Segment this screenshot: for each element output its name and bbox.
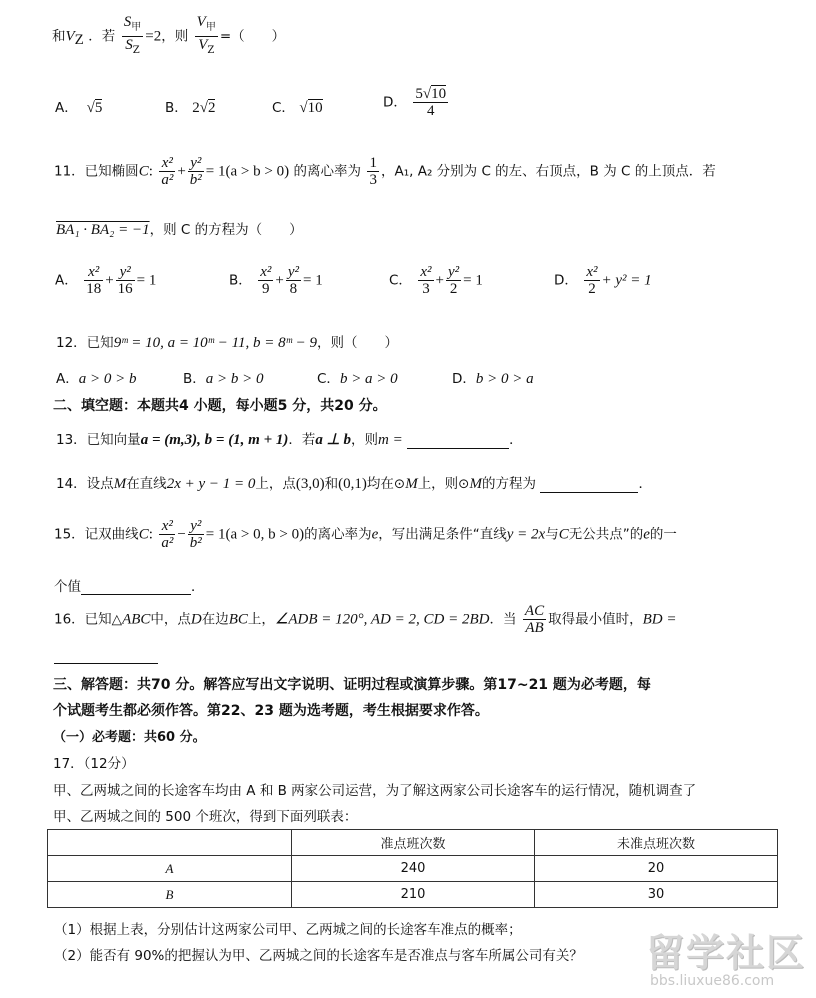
q17-head: 17．（12分） (53, 756, 135, 772)
q10-tail-line (52, 14, 285, 59)
table-header-cell (48, 830, 292, 856)
q11-option-d: D． $\frac{\text{x²}}{2}$ + y² = 1 (554, 264, 652, 297)
q10-v: V (65, 28, 75, 45)
q10-option-a: A． √5 (55, 100, 103, 116)
table-cell: A (48, 856, 292, 882)
q10-s-ratio: $\frac{S_甲}{S_Z}$ (123, 14, 142, 56)
q10-prefix: 和 (52, 28, 66, 45)
table-header-cell: 准点班次数 (292, 830, 535, 856)
table-cell: 30 (535, 882, 778, 908)
q12-option-b: B．a > b > 0 (183, 371, 264, 387)
q12-option-a: A．a > 0 > b (56, 371, 137, 387)
table-row (48, 882, 778, 908)
q13: 13．已知向量a = (m,3), b = (1, m + 1)．若a ⊥ b，则m = ． (56, 432, 523, 448)
q10-ze: ，则 (161, 28, 189, 45)
q10-option-d: D． $\frac{5√10}{4}$ (383, 86, 447, 119)
q15-line1: 15．记双曲线C: $\frac{\text{x²}}{\text{a²}}$ − $\frac{\text{y²}}{\text{b²}}$ = 1(a > 0, b > 0)的离心率为e，写出满足条件“直线y = 2x与C无公共点”的e的一 (54, 518, 677, 551)
section3-sub: （一）必考题：共60 分。 (53, 730, 206, 745)
site-watermark (646, 922, 806, 989)
q15-answer-blank[interactable] (81, 580, 191, 595)
q16-line1: 16．已知△ABC中，点D在边BC上，∠ADB = 120°, AD = 2, CD = 2BD．当 $\frac{AC}{AB}$ 取得最小值时，BD = (54, 603, 677, 636)
q17-part1: （1）根据上表，分别估计这两家公司甲、乙两城之间的长途客车准点的概率； (54, 922, 522, 938)
q11-option-c: C． $\frac{\text{x²}}{3}$ + $\frac{\text{y²}}{2}$ = 1 (389, 264, 483, 297)
section3-line1: 三、解答题：共70 分。解答应写出文字说明、证明过程或演算步骤。第17~21 题为必考题，每 (53, 677, 651, 693)
q13-answer-blank[interactable] (407, 434, 509, 449)
section2-heading: 二、填空题：本题共4 小题，每小题5 分，共20 分。 (53, 398, 387, 414)
watermark-url: bbs.liuxue86.com (650, 973, 775, 989)
q16-answer-blank[interactable] (54, 648, 158, 664)
q10-eq2: =2 (145, 28, 162, 45)
q12-stem: 12．已知9ᵐ = 10, a = 10ᵐ − 11, b = 8ᵐ − 9，则（ ） (56, 335, 398, 351)
q12-option-d: D．b > 0 > a (452, 371, 534, 387)
q14: 14．设点M在直线2x + y − 1 = 0上，点(3,0)和(0,1)均在⊙M上，则⊙M的方程为 ． (56, 476, 652, 492)
q10-blank: =（ ） (219, 28, 286, 45)
q11-vector-condition: BA₁ · BA₂ = −1 (56, 222, 150, 238)
table-header-row (48, 830, 778, 856)
q10-v-ratio: $\frac{V_甲}{V_Z}$ (196, 14, 216, 56)
q11-line2: BA₁ · BA₂ = −1，则 C 的方程为（ ） (56, 222, 303, 238)
q10-sub: Z (74, 32, 84, 49)
q11-condition: = 1(a > b > 0) (205, 163, 290, 180)
q11-option-a: A． $\frac{\text{x²}}{18}$ + $\frac{\text{y²}}{16}$ = 1 (55, 264, 157, 297)
q17-line1: 甲、乙两城之间的长途客车均由 A 和 B 两家公司运营，为了解这两家公司长途客车的运行情况，随机调查了 (53, 783, 697, 799)
q10-option-c: C． √10 (272, 100, 323, 116)
q17-contingency-table (47, 829, 778, 908)
table-header-cell: 未准点班次数 (535, 830, 778, 856)
q17-line2: 甲、乙两城之间的 500 个班次，得到下面列联表： (53, 809, 358, 825)
section3-line2: 个试题考生都必须作答。第22、23 题为选考题，考生根据要求作答。 (53, 703, 489, 719)
q17-part2: （2）能否有 90%的把握认为甲、乙两城之间的长途客车是否准点与客车所属公司有关？ (54, 948, 583, 964)
q10-option-b: B． 2√2 (165, 100, 216, 116)
table-row (48, 856, 778, 882)
q14-answer-blank[interactable] (540, 478, 638, 493)
q15-line2: 个值 ． (54, 579, 205, 595)
q11-line1: 11．已知椭圆C: $\frac{\text{x²}}{\text{a²}}$ + $\frac{\text{y²}}{\text{b²}}$ = 1(a > b > 0) 的离心率为 $\frac{1}{3}$ ，A₁, A₂ 分别为 C 的左、右顶点，B 为 C 的上顶点．若 (54, 155, 716, 188)
table-cell: 20 (535, 856, 778, 882)
table-cell: 210 (292, 882, 535, 908)
table-cell: B (48, 882, 292, 908)
table-cell: 240 (292, 856, 535, 882)
q11-option-b: B． $\frac{\text{x²}}{9}$ + $\frac{\text{y²}}{8}$ = 1 (229, 264, 323, 297)
watermark-logo-text: 留学社区 (646, 931, 807, 975)
q10-ruo: ．若 (88, 28, 116, 45)
q12-option-c: C．b > a > 0 (317, 371, 398, 387)
